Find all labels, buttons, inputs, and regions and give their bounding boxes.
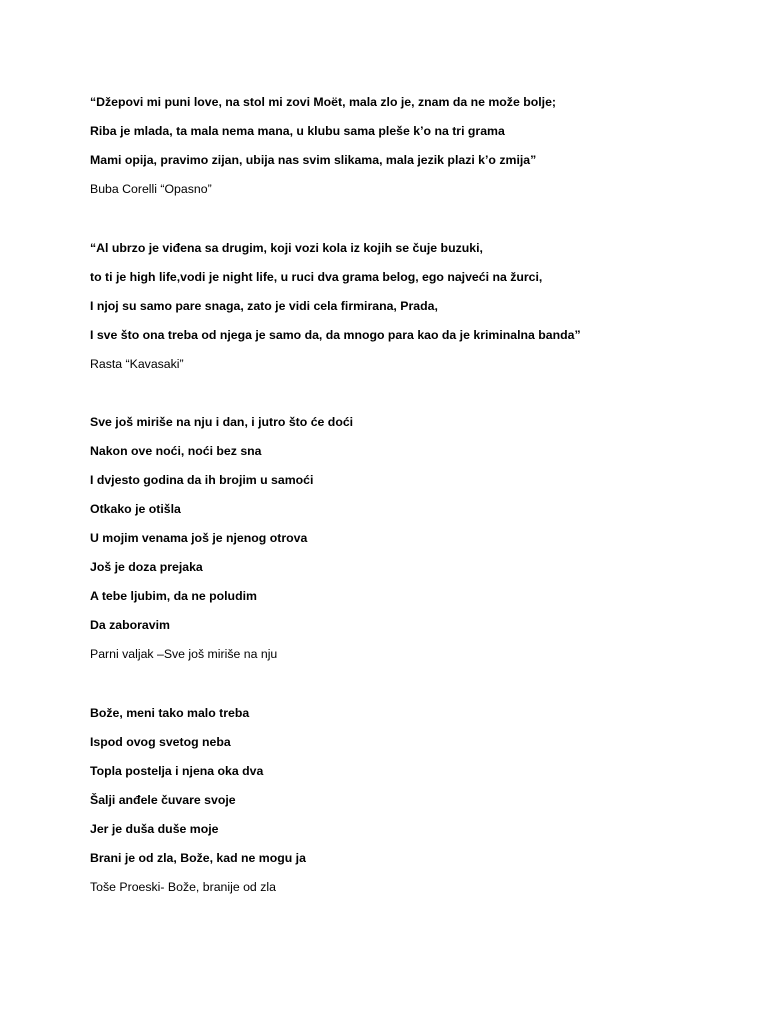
lyric-line: Još je doza prejaka <box>90 560 203 574</box>
lyric-line: A tebe ljubim, da ne poludim <box>90 589 257 603</box>
lyric-line: Nakon ove noći, noći bez sna <box>90 444 262 458</box>
song-attribution: Toše Proeski- Bože, branije od zla <box>90 880 276 894</box>
song-attribution: Rasta “Kavasaki” <box>90 357 184 371</box>
lyric-line: Mami opija, pravimo zijan, ubija nas svim slikama, mala jezik plazi k’o zmija” <box>90 153 537 167</box>
lyric-line: Otkako je otišla <box>90 502 181 516</box>
lyric-line: Da zaboravim <box>90 618 170 632</box>
lyric-line: Brani je od zla, Bože, kad ne mogu ja <box>90 851 306 865</box>
lyric-line: I dvjesto godina da ih brojim u samoći <box>90 473 314 487</box>
lyric-line: Jer je duša duše moje <box>90 822 219 836</box>
lyric-line: to ti je high life,vodi je night life, u ruci dva grama belog, ego najveći na žurci, <box>90 270 543 284</box>
lyric-line: “Al ubrzo je viđena sa drugim, koji vozi kola iz kojih se čuje buzuki, <box>90 241 483 255</box>
lyric-line: Riba je mlada, ta mala nema mana, u klubu sama pleše k’o na tri grama <box>90 124 505 138</box>
lyric-line: Šalji anđele čuvare svoje <box>90 793 236 807</box>
lyric-line: I sve što ona treba od njega je samo da, da mnogo para kao da je kriminalna banda” <box>90 328 581 342</box>
lyric-line: “Džepovi mi puni love, na stol mi zovi Moët, mala zlo je, znam da ne može bolje; <box>90 95 556 109</box>
lyric-line: U mojim venama još je njenog otrova <box>90 531 308 545</box>
lyric-line: I njoj su samo pare snaga, zato je vidi cela firmirana, Prada, <box>90 299 438 313</box>
lyric-line: Sve još miriše na nju i dan, i jutro što će doći <box>90 415 354 429</box>
lyric-line: Ispod ovog svetog neba <box>90 735 231 749</box>
song-attribution: Buba Corelli “Opasno” <box>90 182 212 196</box>
song-attribution: Parni valjak –Sve još miriše na nju <box>90 647 278 661</box>
lyric-line: Bože, meni tako malo treba <box>90 706 250 720</box>
lyric-line: Topla postelja i njena oka dva <box>90 764 264 778</box>
